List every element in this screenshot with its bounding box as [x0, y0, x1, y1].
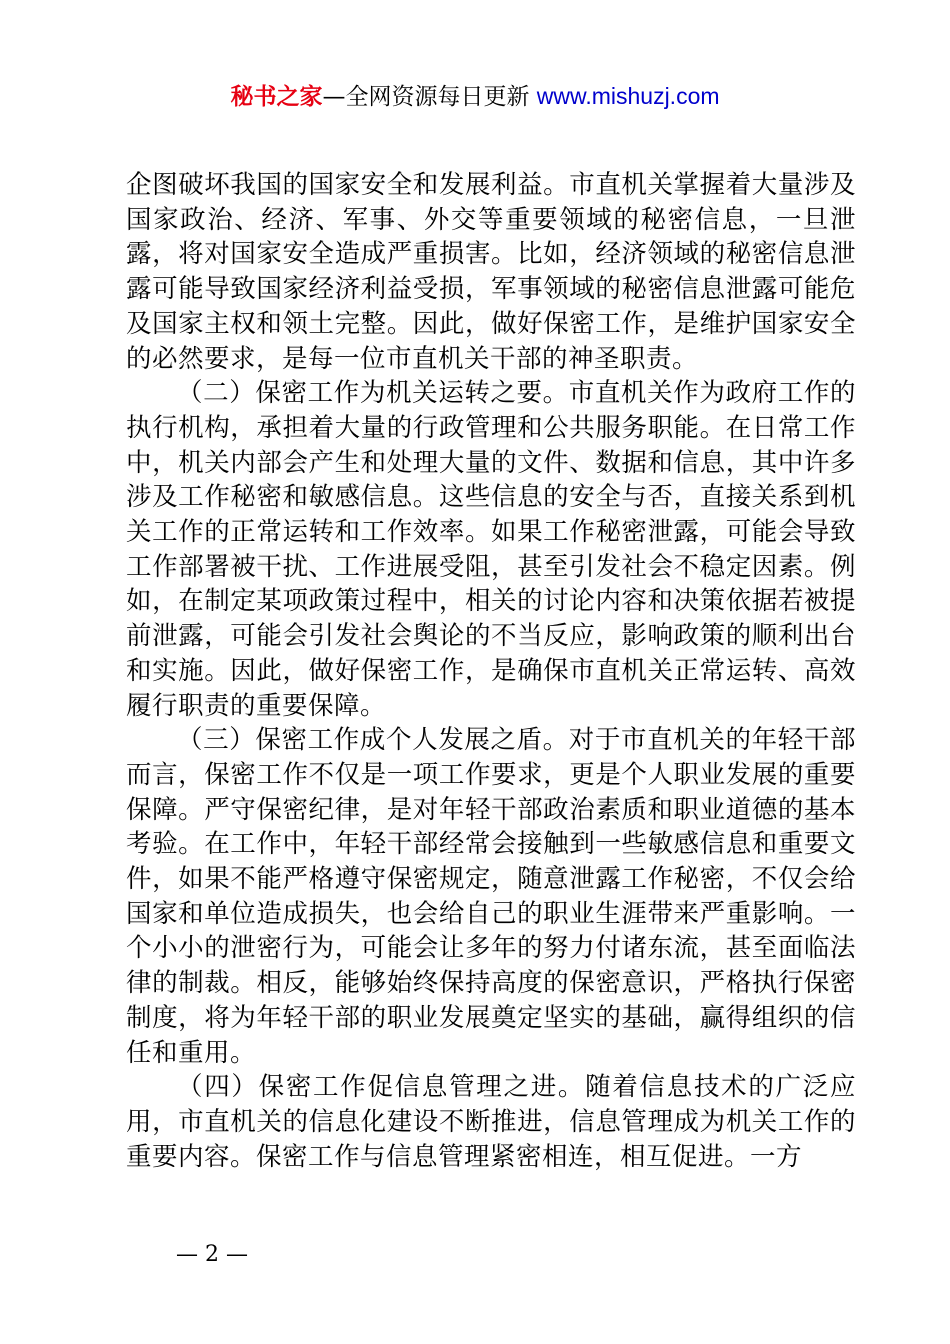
paragraph-section-2: （二）保密工作为机关运转之要。市直机关作为政府工作的执行机构，承担着大量的行政管理和公共服务职能。在日常工作中，机关内部会产生和处理大量的文件、数据和信息，其中许多涉及工作秘密和敏感信息。这些信息的安全与否，直接关系到机关工作的正常运转和工作效率。如果工作秘密泄露，可能会导致工作部署被干扰、工作进展受阻，甚至引发社会不稳定因素。例如，在制定某项政策过程中，相关的讨论内容和决策依据若被提前泄露，可能会引发社会舆论的不当反应，影响政策的顺利出台和实施。因此，做好保密工作，是确保市直机关正常运转、高效履行职责的重要保障。 [126, 378, 856, 721]
paragraph-continuation: 企图破坏我国的国家安全和发展利益。市直机关掌握着大量涉及国家政治、经济、军事、外交等重要领域的秘密信息，一旦泄露，将对国家安全造成严重损害。比如，经济领域的秘密信息泄露可能导致国家经济利益受损，军事领域的秘密信息泄露可能危及国家主权和领土完整。因此，做好保密工作，是维护国家安全的必然要求，是每一位市直机关干部的神圣职责。 [126, 170, 856, 374]
site-header [0, 80, 950, 113]
document-body [126, 168, 856, 1174]
paragraph-section-3: （三）保密工作成个人发展之盾。对于市直机关的年轻干部而言，保密工作不仅是一项工作要求，更是个人职业发展的重要保障。严守保密纪律，是对年轻干部政治素质和职业道德的基本考验。在工作中，年轻干部经常会接触到一些敏感信息和重要文件，如果不能严格遵守保密规定，随意泄露工作秘密，不仅会给国家和单位造成损失，也会给自己的职业生涯带来严重影响。一个小小的泄密行为，可能会让多年的努力付诸东流，甚至面临法律的制裁。相反，能够始终保持高度的保密意识，严格执行保密制度，将为年轻干部的职业发展奠定坚实的基础，赢得组织的信任和重用。 [126, 725, 856, 1068]
paragraph-section-4: （四）保密工作促信息管理之进。随着信息技术的广泛应用，市直机关的信息化建设不断推进，信息管理成为机关工作的重要内容。保密工作与信息管理紧密相连，相互促进。一方 [126, 1072, 856, 1172]
brand-name: 秘书之家 [230, 84, 323, 110]
site-url-link[interactable]: www.mishuzj.com [536, 83, 720, 109]
header-tagline: —全网资源每日更新 [322, 84, 537, 110]
page-number: — 2 — [176, 1242, 248, 1267]
